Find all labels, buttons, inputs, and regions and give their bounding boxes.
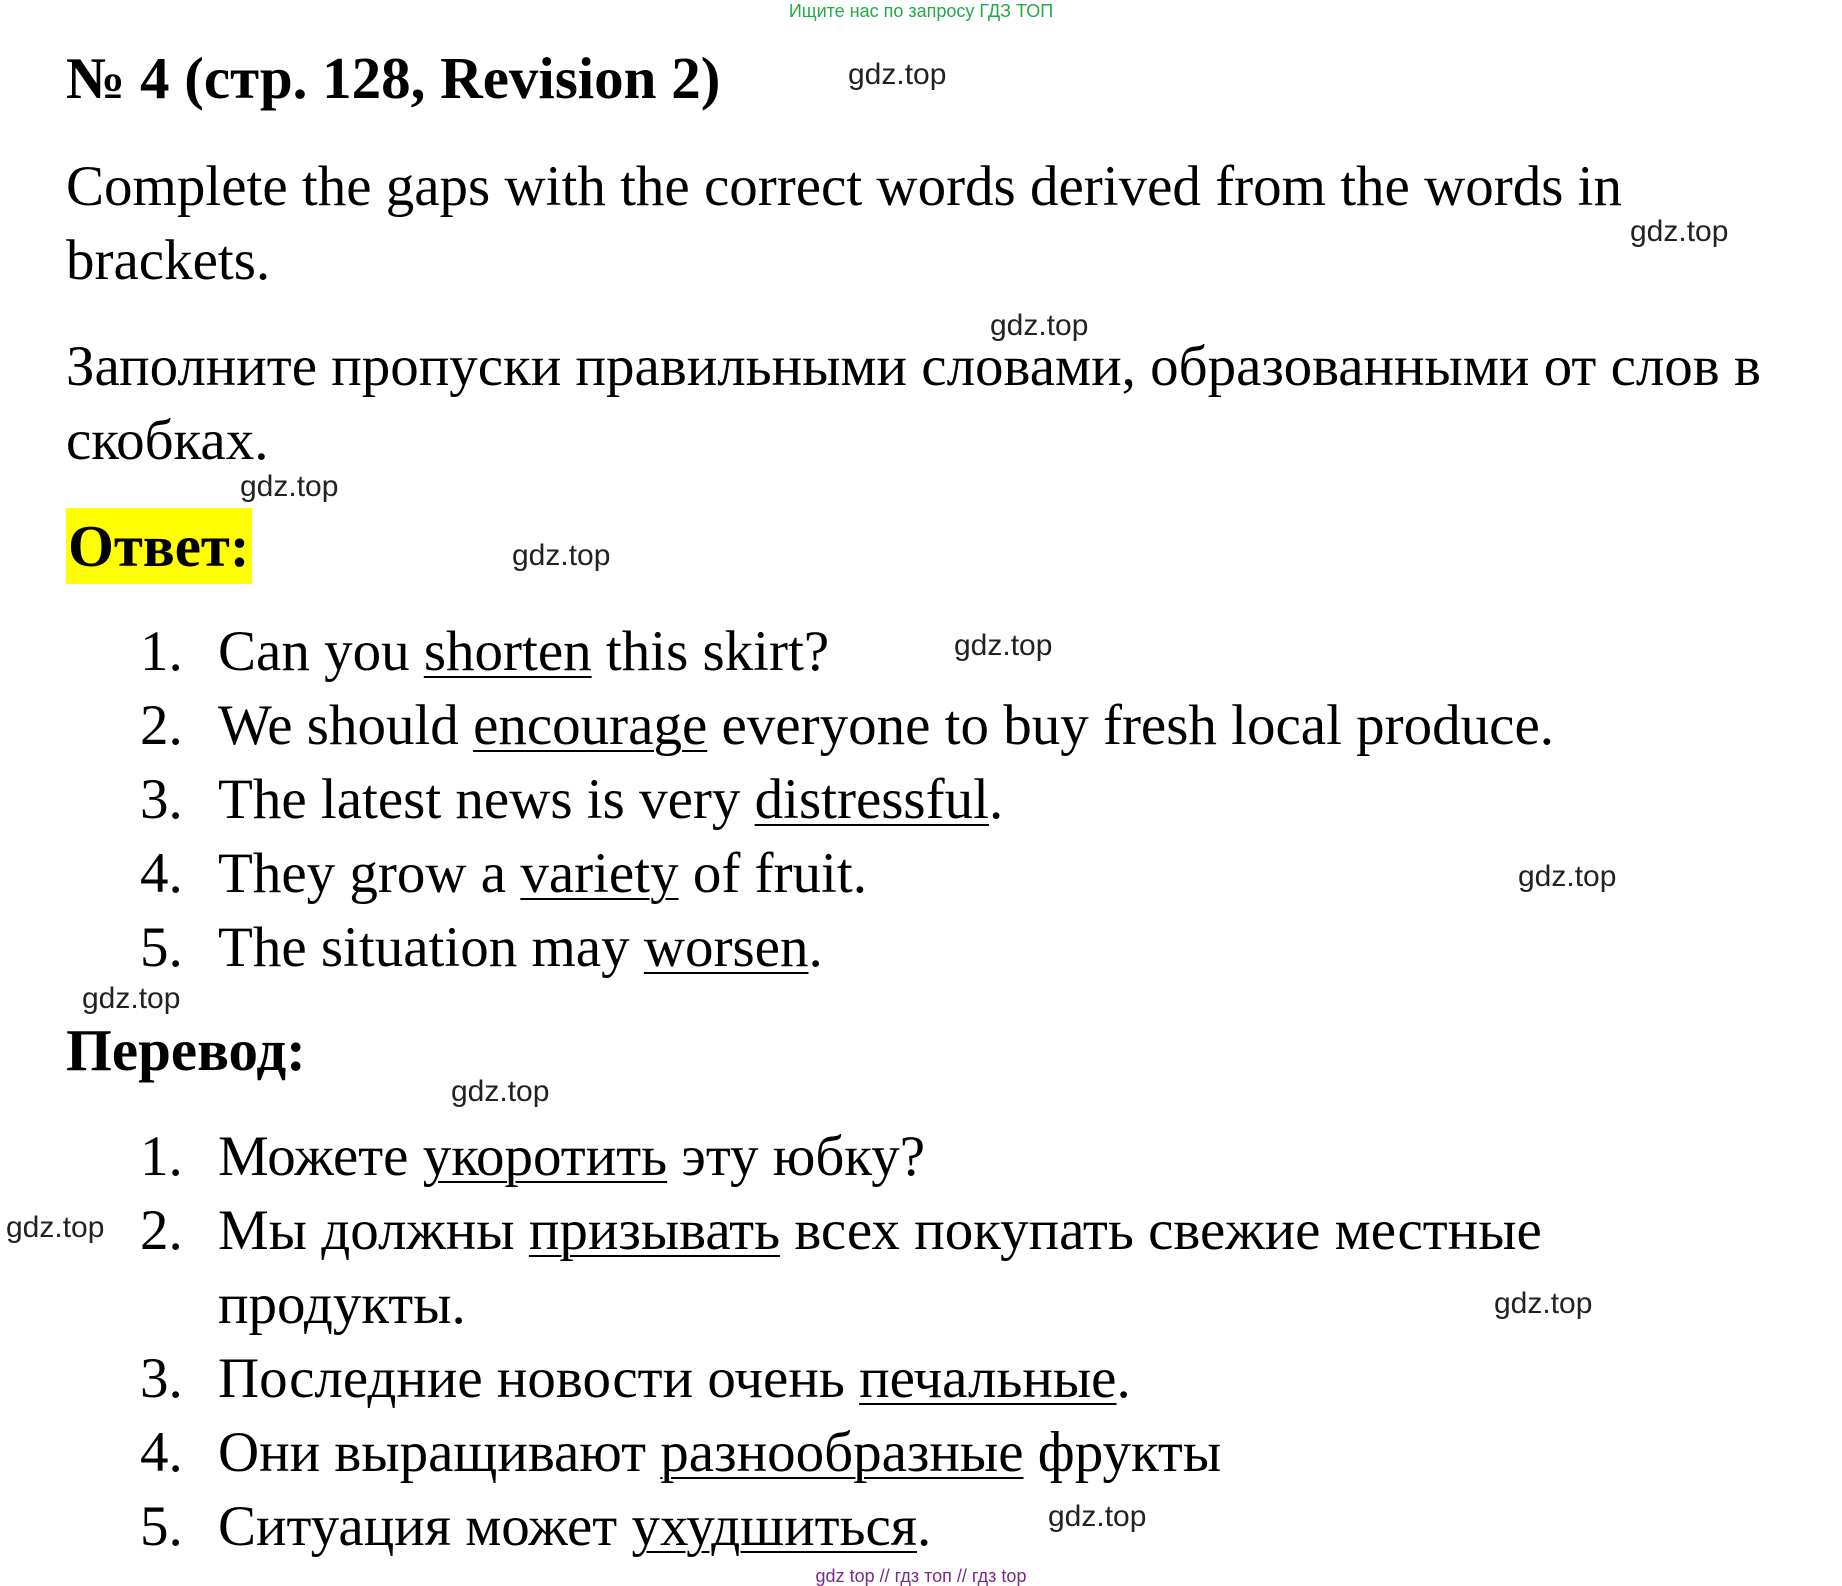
footer-note: gdz top // гдз топ // гдз top bbox=[815, 1566, 1027, 1586]
exercise-title: № 4 (стр. 128, Revision 2) bbox=[66, 45, 721, 111]
translation-heading: Перевод: bbox=[66, 1017, 306, 1083]
watermark: gdz.top bbox=[990, 309, 1089, 342]
item-text-after: . bbox=[1116, 1347, 1131, 1410]
item-number: 4. bbox=[140, 1421, 183, 1484]
translation-item bbox=[140, 1416, 1700, 1490]
translation-item bbox=[140, 1194, 1700, 1342]
watermark: gdz.top bbox=[82, 982, 181, 1015]
item-text-after: эту юбку? bbox=[667, 1125, 926, 1188]
item-text-before: Последние новости очень bbox=[218, 1347, 860, 1410]
watermark: gdz.top bbox=[848, 58, 947, 91]
item-text-after: . bbox=[988, 768, 1004, 831]
translation-item bbox=[140, 1490, 1700, 1564]
item-text-before: We should bbox=[218, 694, 474, 757]
watermark: gdz.top bbox=[1048, 1500, 1147, 1533]
item-number: 1. bbox=[140, 620, 183, 683]
answer-word: distressful bbox=[754, 768, 989, 831]
item-text-before: They grow a bbox=[218, 842, 521, 905]
top-search-note: Ищите нас по запросу ГДЗ ТОП bbox=[788, 1, 1054, 21]
item-text-before: Они выращивают bbox=[218, 1421, 661, 1484]
item-number: 1. bbox=[140, 1125, 183, 1188]
answer-item bbox=[140, 911, 1700, 985]
translation-word: укоротить bbox=[422, 1125, 668, 1188]
instruction-russian: Заполните пропуски правильными словами, образованными от слов в скобках. bbox=[66, 335, 1761, 472]
watermark: gdz.top bbox=[512, 539, 611, 572]
translation-word: призывать bbox=[528, 1199, 781, 1262]
item-text-before: Can you bbox=[218, 620, 424, 683]
item-text-after: this skirt? bbox=[591, 620, 830, 683]
item-text-after: of fruit. bbox=[678, 842, 867, 905]
translation-item bbox=[140, 1342, 1700, 1416]
answer-word: variety bbox=[520, 842, 679, 905]
translation-word: ухудшиться bbox=[631, 1495, 918, 1558]
watermark: gdz.top bbox=[451, 1075, 550, 1108]
answer-item bbox=[140, 615, 1700, 689]
item-text-after: everyone to buy fresh local produce. bbox=[707, 694, 1555, 757]
item-text-before: Мы должны bbox=[218, 1199, 529, 1262]
item-text-before: Можете bbox=[218, 1125, 423, 1188]
item-text-after: . bbox=[808, 916, 823, 979]
answer-word: encourage bbox=[473, 694, 708, 757]
watermark: gdz.top bbox=[1630, 215, 1729, 248]
item-number: 2. bbox=[140, 694, 183, 757]
item-text-before: The situation may bbox=[218, 916, 644, 979]
item-number: 2. bbox=[140, 1199, 183, 1262]
watermark: gdz.top bbox=[1494, 1287, 1593, 1320]
answer-item bbox=[140, 689, 1700, 763]
watermark: gdz.top bbox=[954, 629, 1053, 662]
watermark: gdz.top bbox=[1518, 860, 1617, 893]
watermark: gdz.top bbox=[240, 470, 339, 503]
answer-item bbox=[140, 837, 1700, 911]
item-number: 4. bbox=[140, 842, 183, 905]
item-number: 5. bbox=[140, 916, 183, 979]
item-text-after: фрукты bbox=[1023, 1421, 1222, 1484]
item-text-after: . bbox=[917, 1495, 932, 1558]
answer-word: shorten bbox=[423, 620, 592, 683]
item-number: 3. bbox=[140, 768, 183, 831]
translation-item bbox=[140, 1120, 1700, 1194]
translation-word: печальные bbox=[859, 1347, 1117, 1410]
watermark: gdz.top bbox=[6, 1211, 105, 1244]
item-text-after: всех покупать свежие местные продукты. bbox=[218, 1199, 1542, 1336]
item-number: 3. bbox=[140, 1347, 183, 1410]
answer-list bbox=[140, 615, 1700, 985]
translation-word: разнообразные bbox=[660, 1421, 1024, 1484]
item-number: 5. bbox=[140, 1495, 183, 1558]
item-text-before: The latest news is very bbox=[218, 768, 755, 831]
answer-heading: Ответ: bbox=[66, 508, 252, 584]
translation-list bbox=[140, 1120, 1700, 1564]
item-text-before: Ситуация может bbox=[218, 1495, 632, 1558]
answer-item bbox=[140, 763, 1700, 837]
instruction-english: Complete the gaps with the correct words derived from the words in brackets. bbox=[66, 155, 1623, 292]
answer-word: worsen bbox=[643, 916, 809, 979]
